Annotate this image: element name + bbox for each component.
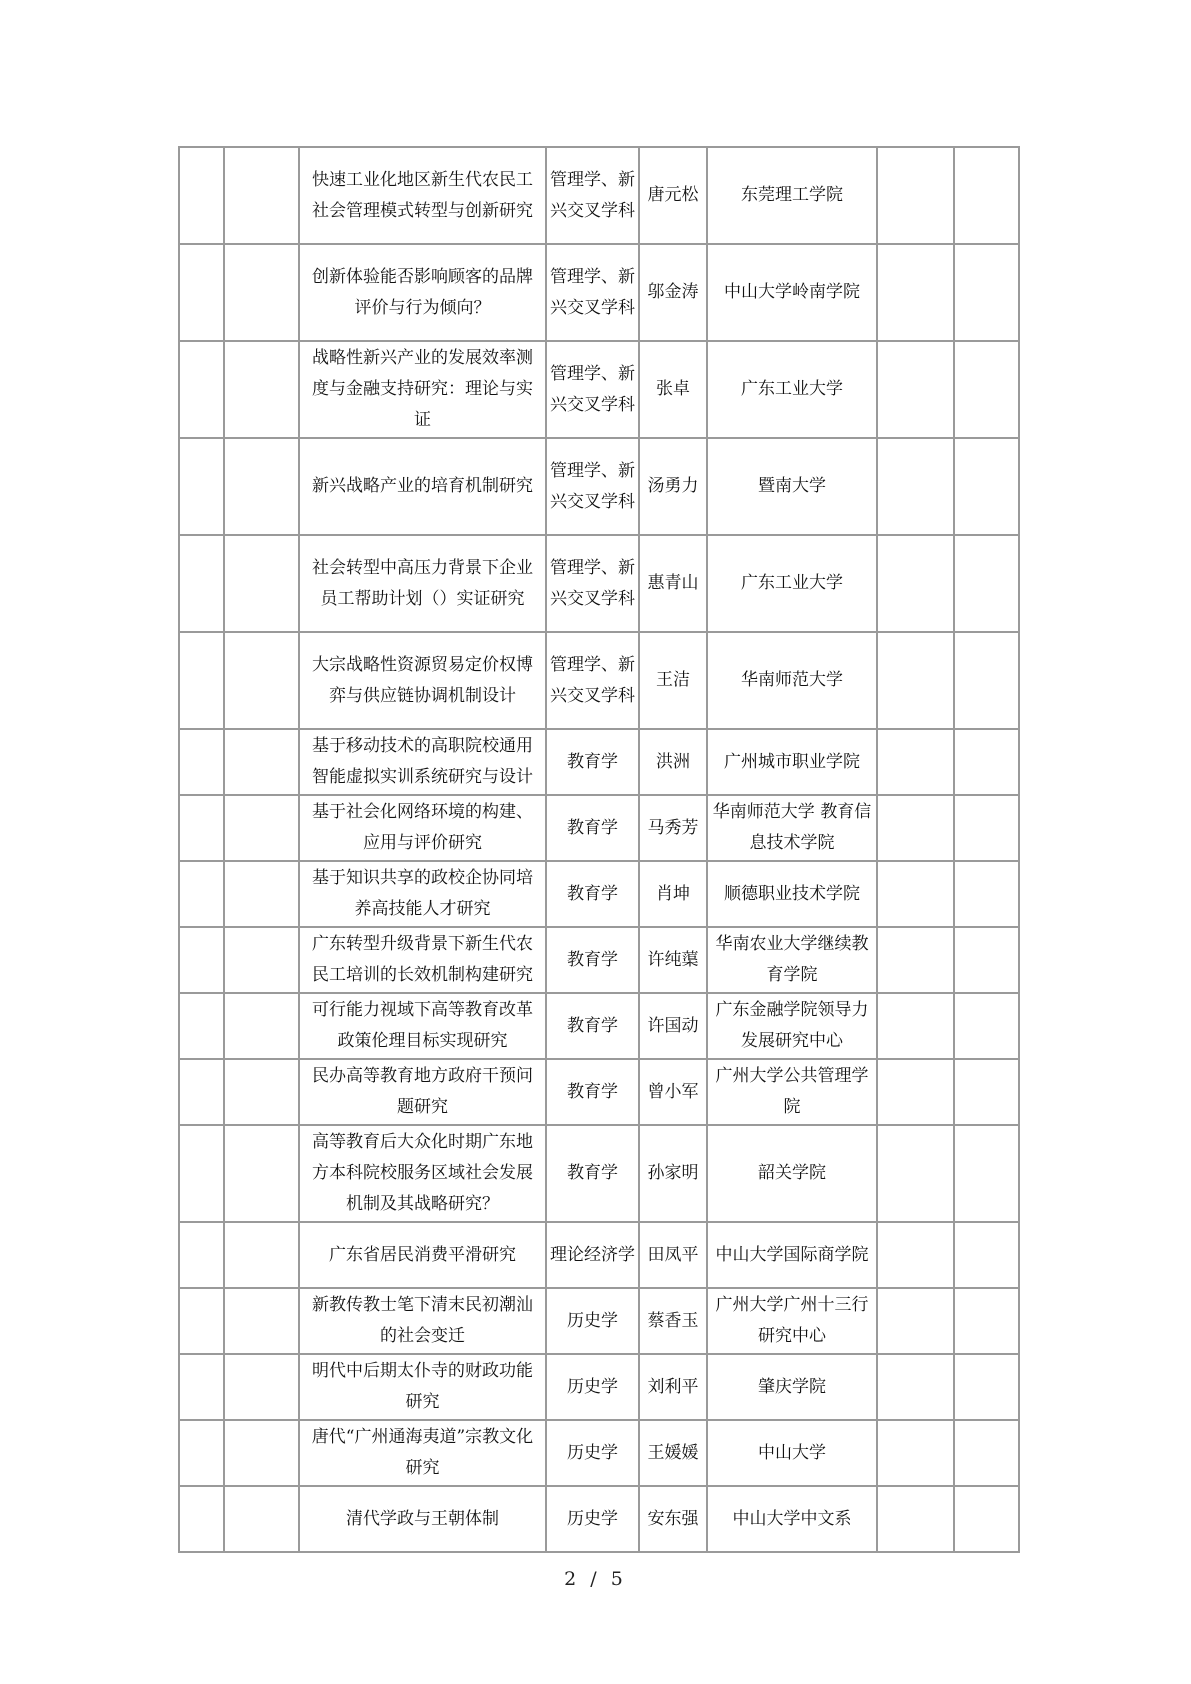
table-row — [179, 438, 1019, 535]
index-cell — [179, 1125, 224, 1222]
table-row — [179, 1059, 1019, 1125]
code-cell — [224, 632, 299, 729]
index-cell — [179, 1288, 224, 1354]
extra-cell-1 — [877, 632, 954, 729]
organization-cell: 广东金融学院领导力发展研究中心 — [707, 993, 877, 1059]
extra-cell-1 — [877, 1222, 954, 1288]
table-row — [179, 1222, 1019, 1288]
project-title-cell: 清代学政与王朝体制 — [299, 1486, 546, 1552]
project-title-cell: 基于知识共享的政校企协同培养高技能人才研究 — [299, 861, 546, 927]
project-title-cell: 创新体验能否影响顾客的品牌评价与行为倾向？ — [299, 244, 546, 341]
person-cell: 马秀芳 — [639, 795, 707, 861]
person-cell: 肖坤 — [639, 861, 707, 927]
extra-cell-2 — [954, 795, 1019, 861]
person-cell: 刘利平 — [639, 1354, 707, 1420]
discipline-cell: 管理学、新兴交叉学科 — [546, 244, 639, 341]
code-cell — [224, 341, 299, 438]
extra-cell-2 — [954, 535, 1019, 632]
organization-cell: 肇庆学院 — [707, 1354, 877, 1420]
project-title-cell: 广东转型升级背景下新生代农民工培训的长效机制构建研究 — [299, 927, 546, 993]
index-cell — [179, 993, 224, 1059]
project-title-cell: 基于移动技术的高职院校通用智能虚拟实训系统研究与设计 — [299, 729, 546, 795]
code-cell — [224, 861, 299, 927]
project-title-cell: 民办高等教育地方政府干预问题研究 — [299, 1059, 546, 1125]
discipline-cell: 历史学 — [546, 1288, 639, 1354]
organization-cell: 中山大学 — [707, 1420, 877, 1486]
organization-cell: 华南农业大学继续教育学院 — [707, 927, 877, 993]
extra-cell-2 — [954, 993, 1019, 1059]
extra-cell-1 — [877, 535, 954, 632]
person-cell: 孙家明 — [639, 1125, 707, 1222]
index-cell — [179, 1354, 224, 1420]
index-cell — [179, 1420, 224, 1486]
person-cell: 许纯蕖 — [639, 927, 707, 993]
extra-cell-1 — [877, 1125, 954, 1222]
index-cell — [179, 341, 224, 438]
index-cell — [179, 1486, 224, 1552]
page-number: 2 / 5 — [564, 1568, 627, 1590]
table-row — [179, 1486, 1019, 1552]
project-title-cell: 唐代“广州通海夷道”宗教文化研究 — [299, 1420, 546, 1486]
extra-cell-2 — [954, 1125, 1019, 1222]
index-cell — [179, 535, 224, 632]
code-cell — [224, 147, 299, 244]
extra-cell-1 — [877, 795, 954, 861]
discipline-cell: 历史学 — [546, 1486, 639, 1552]
project-title-cell: 广东省居民消费平滑研究 — [299, 1222, 546, 1288]
table-row — [179, 1288, 1019, 1354]
extra-cell-2 — [954, 1059, 1019, 1125]
index-cell — [179, 795, 224, 861]
person-cell: 邬金涛 — [639, 244, 707, 341]
code-cell — [224, 1486, 299, 1552]
index-cell — [179, 1059, 224, 1125]
extra-cell-2 — [954, 729, 1019, 795]
discipline-cell: 管理学、新兴交叉学科 — [546, 535, 639, 632]
organization-cell: 广东工业大学 — [707, 535, 877, 632]
person-cell: 蔡香玉 — [639, 1288, 707, 1354]
index-cell — [179, 861, 224, 927]
table-row — [179, 147, 1019, 244]
extra-cell-2 — [954, 438, 1019, 535]
organization-cell: 广州大学广州十三行研究中心 — [707, 1288, 877, 1354]
organization-cell: 顺德职业技术学院 — [707, 861, 877, 927]
code-cell — [224, 993, 299, 1059]
organization-cell: 韶关学院 — [707, 1125, 877, 1222]
table-row — [179, 535, 1019, 632]
table-body — [179, 147, 1019, 1552]
organization-cell: 广东工业大学 — [707, 341, 877, 438]
extra-cell-1 — [877, 341, 954, 438]
extra-cell-2 — [954, 1354, 1019, 1420]
discipline-cell: 管理学、新兴交叉学科 — [546, 632, 639, 729]
table-row — [179, 244, 1019, 341]
index-cell — [179, 729, 224, 795]
extra-cell-2 — [954, 1420, 1019, 1486]
discipline-cell: 管理学、新兴交叉学科 — [546, 341, 639, 438]
extra-cell-2 — [954, 1288, 1019, 1354]
organization-cell: 暨南大学 — [707, 438, 877, 535]
project-title-cell: 明代中后期太仆寺的财政功能研究 — [299, 1354, 546, 1420]
extra-cell-2 — [954, 861, 1019, 927]
table-row — [179, 927, 1019, 993]
code-cell — [224, 1354, 299, 1420]
discipline-cell: 历史学 — [546, 1354, 639, 1420]
index-cell — [179, 438, 224, 535]
index-cell — [179, 147, 224, 244]
index-cell — [179, 927, 224, 993]
person-cell: 田凤平 — [639, 1222, 707, 1288]
table-row — [179, 795, 1019, 861]
project-title-cell: 新兴战略产业的培育机制研究 — [299, 438, 546, 535]
extra-cell-2 — [954, 147, 1019, 244]
extra-cell-2 — [954, 1486, 1019, 1552]
code-cell — [224, 795, 299, 861]
table-row — [179, 1125, 1019, 1222]
organization-cell: 东莞理工学院 — [707, 147, 877, 244]
person-cell: 王媛媛 — [639, 1420, 707, 1486]
person-cell: 安东强 — [639, 1486, 707, 1552]
extra-cell-1 — [877, 244, 954, 341]
code-cell — [224, 1125, 299, 1222]
code-cell — [224, 1222, 299, 1288]
code-cell — [224, 927, 299, 993]
table-row — [179, 1420, 1019, 1486]
discipline-cell: 教育学 — [546, 993, 639, 1059]
discipline-cell: 理论经济学 — [546, 1222, 639, 1288]
person-cell: 唐元松 — [639, 147, 707, 244]
project-title-cell: 快速工业化地区新生代农民工社会管理模式转型与创新研究 — [299, 147, 546, 244]
extra-cell-1 — [877, 1059, 954, 1125]
extra-cell-2 — [954, 341, 1019, 438]
person-cell: 汤勇力 — [639, 438, 707, 535]
extra-cell-1 — [877, 1354, 954, 1420]
extra-cell-1 — [877, 729, 954, 795]
extra-cell-1 — [877, 993, 954, 1059]
extra-cell-1 — [877, 147, 954, 244]
project-title-cell: 大宗战略性资源贸易定价权博弈与供应链协调机制设计 — [299, 632, 546, 729]
organization-cell: 华南师范大学 教育信息技术学院 — [707, 795, 877, 861]
organization-cell: 华南师范大学 — [707, 632, 877, 729]
extra-cell-1 — [877, 861, 954, 927]
project-title-cell: 战略性新兴产业的发展效率测度与金融支持研究：理论与实证 — [299, 341, 546, 438]
organization-cell: 广州大学公共管理学院 — [707, 1059, 877, 1125]
organization-cell: 广州城市职业学院 — [707, 729, 877, 795]
discipline-cell: 历史学 — [546, 1420, 639, 1486]
organization-cell: 中山大学岭南学院 — [707, 244, 877, 341]
extra-cell-1 — [877, 1420, 954, 1486]
extra-cell-1 — [877, 1288, 954, 1354]
table-row — [179, 632, 1019, 729]
discipline-cell: 教育学 — [546, 795, 639, 861]
code-cell — [224, 244, 299, 341]
extra-cell-1 — [877, 927, 954, 993]
organization-cell: 中山大学中文系 — [707, 1486, 877, 1552]
discipline-cell: 管理学、新兴交叉学科 — [546, 438, 639, 535]
person-cell: 王洁 — [639, 632, 707, 729]
extra-cell-2 — [954, 927, 1019, 993]
extra-cell-2 — [954, 1222, 1019, 1288]
organization-cell: 中山大学国际商学院 — [707, 1222, 877, 1288]
code-cell — [224, 535, 299, 632]
project-title-cell: 基于社会化网络环境的构建、应用与评价研究 — [299, 795, 546, 861]
person-cell: 张卓 — [639, 341, 707, 438]
person-cell: 洪洲 — [639, 729, 707, 795]
table-row — [179, 729, 1019, 795]
project-title-cell: 高等教育后大众化时期广东地方本科院校服务区域社会发展机制及其战略研究？ — [299, 1125, 546, 1222]
person-cell: 惠青山 — [639, 535, 707, 632]
table-row — [179, 993, 1019, 1059]
code-cell — [224, 1420, 299, 1486]
project-title-cell: 可行能力视域下高等教育改革政策伦理目标实现研究 — [299, 993, 546, 1059]
discipline-cell: 教育学 — [546, 927, 639, 993]
code-cell — [224, 1288, 299, 1354]
code-cell — [224, 438, 299, 535]
table-row — [179, 341, 1019, 438]
project-title-cell: 社会转型中高压力背景下企业员工帮助计划（）实证研究 — [299, 535, 546, 632]
project-table — [178, 146, 1020, 1553]
index-cell — [179, 1222, 224, 1288]
code-cell — [224, 729, 299, 795]
table-row — [179, 861, 1019, 927]
index-cell — [179, 632, 224, 729]
discipline-cell: 管理学、新兴交叉学科 — [546, 147, 639, 244]
discipline-cell: 教育学 — [546, 1125, 639, 1222]
person-cell: 曾小军 — [639, 1059, 707, 1125]
extra-cell-2 — [954, 244, 1019, 341]
table-row — [179, 1354, 1019, 1420]
extra-cell-1 — [877, 1486, 954, 1552]
person-cell: 许国动 — [639, 993, 707, 1059]
discipline-cell: 教育学 — [546, 729, 639, 795]
extra-cell-1 — [877, 438, 954, 535]
index-cell — [179, 244, 224, 341]
code-cell — [224, 1059, 299, 1125]
discipline-cell: 教育学 — [546, 1059, 639, 1125]
extra-cell-2 — [954, 632, 1019, 729]
project-title-cell: 新教传教士笔下清末民初潮汕的社会变迁 — [299, 1288, 546, 1354]
discipline-cell: 教育学 — [546, 861, 639, 927]
